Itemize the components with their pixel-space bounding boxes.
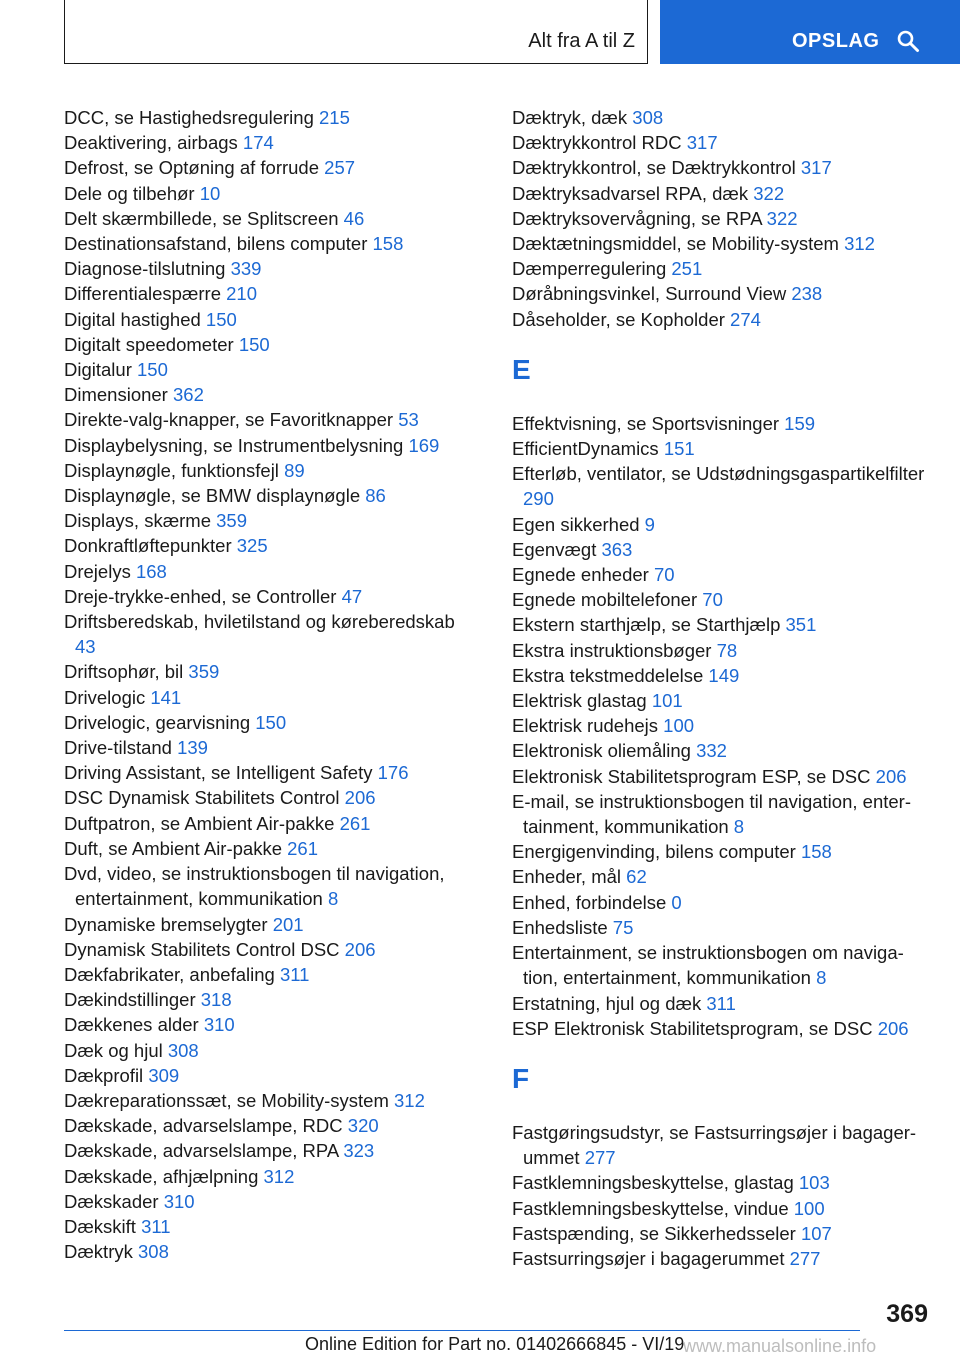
index-entry [512, 155, 932, 180]
index-entry [64, 559, 464, 584]
index-entry-text: Dækreparationssæt, se Mobility-system [64, 1089, 389, 1111]
index-entry [64, 1138, 464, 1163]
page-link[interactable]: 70 [653, 564, 675, 586]
index-entry [64, 382, 464, 407]
index-entry-text: Driving Assistant, se Intelligent Safety [64, 762, 373, 784]
index-entry [512, 105, 932, 130]
index-entry [512, 940, 932, 990]
index-column-right [512, 105, 932, 1271]
index-entry-text: Egnede enheder [512, 564, 649, 586]
index-entry-text: Displaynøgle, se BMW displaynøgle [64, 485, 361, 507]
index-entry [64, 332, 464, 357]
index-entry-text: Dækskift [64, 1215, 136, 1237]
page-link[interactable]: 0 [671, 891, 682, 913]
page-link[interactable]: 323 [343, 1140, 375, 1162]
index-entry [512, 738, 932, 763]
index-entry-text: Displaybelysning, se Instrumentbelysning [64, 434, 404, 456]
index-entry [512, 256, 932, 281]
index-entry [64, 584, 464, 609]
page-link[interactable]: 150 [255, 711, 287, 733]
index-entry [64, 1164, 464, 1189]
index-entry [64, 155, 464, 180]
index-entry-text: Dækskader [64, 1190, 159, 1212]
index-entry [64, 206, 464, 231]
index-entry [64, 760, 464, 785]
page-link[interactable]: 308 [138, 1241, 169, 1263]
index-entry-text: Dæktryk [64, 1241, 133, 1263]
index-entry [64, 937, 464, 962]
page-link[interactable]: 46 [343, 207, 365, 229]
search-button[interactable] [660, 0, 960, 64]
page-link[interactable]: 8 [327, 888, 339, 910]
index-entry-text: Drive-tilstand [64, 737, 172, 759]
page-link[interactable]: 158 [800, 841, 832, 863]
page-link[interactable]: 141 [150, 686, 182, 708]
index-entry [512, 991, 932, 1016]
page-link[interactable]: 351 [785, 614, 817, 636]
page-link[interactable]: 257 [324, 157, 356, 179]
index-entry [512, 890, 932, 915]
page-link[interactable]: 168 [135, 560, 167, 582]
index-entry [512, 688, 932, 713]
index-entry-text: Enhedsliste [512, 916, 608, 938]
page-link[interactable]: 312 [394, 1089, 425, 1111]
index-entry [512, 231, 932, 256]
page-link[interactable]: 107 [800, 1222, 832, 1244]
index-entry-text: Driftsberedskab, hviletilstand og køreberedskab [64, 611, 455, 633]
index-entry [64, 1214, 464, 1239]
index-entry [64, 533, 464, 558]
index-entry [64, 130, 464, 155]
index-entry-text: Dynamisk Stabilitets Control DSC [64, 938, 340, 960]
page-link[interactable]: 318 [200, 989, 232, 1011]
index-entry-text: Døråbningsvinkel, Surround View [512, 283, 787, 305]
page-link[interactable]: 75 [612, 916, 634, 938]
index-entry-text: Dæktryk, dæk [512, 107, 628, 128]
index-entry [64, 1239, 464, 1264]
page-link[interactable]: 201 [272, 913, 304, 935]
index-entry [512, 587, 932, 612]
index-entry-text: Digitalur [64, 359, 132, 381]
index-entry-text: Dæmperregulering [512, 258, 667, 280]
page-link[interactable]: 309 [148, 1064, 180, 1086]
index-entry [64, 912, 464, 937]
page-link[interactable]: 103 [798, 1172, 830, 1194]
page-link[interactable]: 150 [137, 359, 168, 381]
index-entry [512, 839, 932, 864]
page-link[interactable]: 311 [141, 1215, 171, 1237]
page-link[interactable]: 325 [236, 535, 268, 557]
page-link[interactable]: 159 [784, 412, 816, 434]
index-entry-text: Energigenvinding, bilens computer [512, 841, 796, 863]
index-entry [512, 181, 932, 206]
index-entry [64, 1113, 464, 1138]
index-entry [64, 1088, 464, 1113]
page-link[interactable]: 78 [716, 639, 738, 661]
index-entry-text: Elektronisk Stabilitetsprogram ESP, se DSC [512, 765, 871, 787]
index-entry-text: Dæktrykkontrol RDC [512, 132, 682, 154]
index-entry-text: Effektvisning, se Sportsvisninger [512, 412, 780, 434]
index-entry-text: Drejelys [64, 560, 131, 582]
index-entry [64, 710, 464, 735]
page-link[interactable]: 62 [626, 866, 647, 888]
page-link[interactable]: 312 [263, 1165, 295, 1187]
index-group-f [512, 1120, 932, 1271]
index-group-d [512, 105, 932, 332]
index-entry-text: Dvd, video, se instruktionsbogen til navigation, entertainment, kommunikation [64, 863, 445, 910]
index-entry-text: Digitalt speedometer [64, 333, 234, 355]
index-entry [64, 1012, 464, 1037]
page-link[interactable]: 322 [766, 207, 798, 229]
index-entry-text: Egen sikkerhed [512, 513, 640, 535]
index-entry-text: Dæktrykkontrol, se Dæktrykkontrol [512, 157, 796, 179]
footer-edition-text: Online Edition for Part no. 01402666845 - VI/19 [305, 1334, 685, 1354]
page-link[interactable]: 359 [216, 510, 248, 532]
index-entry-text: DCC, se Hastighedsregulering [64, 107, 314, 128]
index-entry [512, 512, 932, 537]
index-entry-text: Dækindstillinger [64, 989, 196, 1011]
page-link[interactable]: 53 [398, 409, 419, 431]
index-entry-text: Ekstra instruktionsbøger [512, 639, 712, 661]
index-entry-text: Dreje-trykke-enhed, se Controller [64, 585, 337, 607]
page-link[interactable]: 8 [733, 816, 745, 838]
index-entry-text: Ekstern starthjælp, se Starthjælp [512, 614, 781, 636]
page-link[interactable]: 9 [644, 513, 655, 535]
index-entry-text: Destinationsafstand, bilens computer [64, 233, 368, 255]
index-entry-text: Erstatning, hjul og dæk [512, 992, 702, 1014]
index-entry [512, 130, 932, 155]
page-link[interactable]: 206 [344, 787, 376, 809]
index-entry-text: Dele og tilbehør [64, 182, 195, 204]
index-entry-text: Dæktryksovervågning, se RPA [512, 207, 762, 229]
page-link[interactable]: 310 [203, 1014, 235, 1036]
index-entry [512, 206, 932, 231]
index-entry [512, 537, 932, 562]
index-entry-text: Donkraftløftepunkter [64, 535, 232, 557]
page-link[interactable]: 139 [177, 737, 208, 759]
index-entry-text: Driftsophør, bil [64, 661, 184, 683]
page-link[interactable]: 210 [226, 283, 257, 305]
page-link[interactable]: 311 [706, 992, 736, 1014]
page-link[interactable]: 174 [242, 132, 274, 154]
page-link[interactable]: 100 [663, 715, 695, 737]
index-entry [64, 811, 464, 836]
index-entry-text: Direkte-valg-knapper, se Favoritknapper [64, 409, 394, 431]
index-entry [64, 1063, 464, 1088]
index-entry [64, 483, 464, 508]
index-entry-text: Diagnose-tilslutning [64, 258, 226, 280]
page-link[interactable]: 149 [708, 664, 740, 686]
page-link[interactable]: 176 [377, 762, 409, 784]
section-title: Alt fra A til Z [528, 30, 635, 52]
index-entry [64, 105, 464, 130]
index-entry-text: Dækskade, advarselslampe, RPA [64, 1140, 339, 1162]
page-link[interactable]: 308 [167, 1039, 199, 1061]
index-entry [64, 685, 464, 710]
index-entry [64, 1038, 464, 1063]
page-link[interactable]: 261 [287, 837, 319, 859]
index-entry [64, 458, 464, 483]
index-entry [512, 1246, 932, 1271]
index-entry [64, 659, 464, 684]
page-link[interactable]: 169 [408, 434, 440, 456]
page-link[interactable]: 158 [372, 233, 404, 255]
index-entry-text: Duft, se Ambient Air-pakke [64, 837, 282, 859]
index-entry [64, 508, 464, 533]
index-entry [512, 1016, 932, 1041]
page-link[interactable]: 277 [789, 1247, 821, 1269]
page-link[interactable]: 206 [877, 1017, 909, 1039]
index-entry [512, 663, 932, 688]
index-entry-text: Dækprofil [64, 1064, 144, 1086]
page-link[interactable]: 261 [339, 812, 371, 834]
footer-divider [64, 1330, 860, 1331]
letter-heading-f: F [512, 1062, 530, 1094]
index-entry [512, 562, 932, 587]
index-entry-text: Efterløb, ventilator, se Udstødningsgaspartikelfilter [512, 463, 925, 485]
page-link[interactable]: 70 [702, 589, 723, 611]
index-entry-text: Enhed, forbindelse [512, 891, 672, 913]
index-entry [64, 433, 464, 458]
index-entry-text: Delt skærmbillede, se Splitscreen [64, 207, 339, 229]
index-entry [64, 836, 464, 861]
index-entry [64, 735, 464, 760]
page-link[interactable]: 363 [601, 538, 633, 560]
page-link[interactable]: 10 [199, 182, 221, 204]
page-link[interactable]: 100 [793, 1197, 825, 1219]
page-link[interactable]: 359 [188, 661, 220, 683]
index-entry [512, 713, 932, 738]
index-entry-text: Dæktætningsmiddel, se Mobility-system [512, 233, 839, 255]
index-entry-text: Elektrisk glastag [512, 690, 647, 712]
index-entry [512, 411, 932, 436]
page-link[interactable]: 43 [75, 636, 96, 658]
page-link[interactable]: 206 [344, 938, 376, 960]
index-entry [512, 638, 932, 663]
index-entry-text: Egnede mobiltelefoner [512, 589, 698, 611]
page-number: 369 [886, 1300, 928, 1328]
index-entry-text: Deaktivering, airbags [64, 132, 238, 154]
index-entry [64, 785, 464, 810]
index-entry [64, 307, 464, 332]
index-entry-text: Elektronisk oliemåling [512, 740, 691, 762]
index-entry-text: Digital hastighed [64, 308, 201, 330]
index-entry [512, 281, 932, 306]
index-entry [64, 231, 464, 256]
page-link[interactable]: 150 [238, 333, 270, 355]
index-entry [512, 612, 932, 637]
page-link[interactable]: 151 [663, 438, 695, 460]
index-entry [512, 307, 932, 332]
header-section-box [64, 0, 648, 64]
page-link[interactable]: 339 [230, 258, 262, 280]
index-entry-text: Displays, skærme [64, 510, 211, 532]
index-entry-text: Dynamiske bremselygter [64, 913, 268, 935]
index-entry [512, 764, 932, 789]
page-link[interactable]: 47 [341, 585, 363, 607]
index-entry-text: Displaynøgle, funktionsfejl [64, 459, 279, 481]
index-entry-text: Dimensioner [64, 384, 168, 406]
index-entry-text: Dækkenes alder [64, 1014, 199, 1036]
index-entry-text: Fastgøringsudstyr, se Fastsurringsøjer i bagagerummet [512, 1121, 917, 1169]
index-entry [64, 861, 464, 911]
index-entry-text: DSC Dynamisk Stabilitets Control [64, 787, 340, 809]
index-entry-text: Enheder, mål [512, 866, 622, 888]
index-entry [64, 609, 464, 659]
index-entry-text: Drivelogic, gearvisning [64, 711, 251, 733]
page-link[interactable]: 89 [284, 459, 305, 481]
index-entry [512, 864, 932, 889]
index-entry-text: Defrost, se Optøning af forrude [64, 157, 320, 179]
index-entry-text: Ekstra tekstmeddelelse [512, 664, 704, 686]
page-link[interactable]: 312 [844, 233, 875, 255]
index-entry [512, 1221, 932, 1246]
page-link[interactable]: 311 [279, 963, 310, 985]
page-link[interactable]: 251 [671, 258, 703, 280]
page-link[interactable]: 308 [632, 107, 664, 128]
index-entry-text: ESP Elektronisk Stabilitetsprogram, se DSC [512, 1017, 873, 1039]
index-entry [64, 357, 464, 382]
index-entry-text: Duftpatron, se Ambient Air-pakke [64, 812, 335, 834]
index-entry [512, 461, 932, 511]
index-entry-text: Entertainment, se instruktionsbogen om navigation, entertainment, kommunikation [512, 942, 904, 989]
page-link[interactable]: 290 [523, 488, 554, 510]
index-entry-text: Dækfabrikater, anbefaling [64, 963, 275, 985]
index-entry [64, 281, 464, 306]
index-entry-text: EfficientDynamics [512, 438, 659, 460]
index-group-e [512, 411, 932, 1041]
index-entry-text: Dæktryksadvarsel RPA, dæk [512, 182, 749, 204]
index-column-left [64, 105, 464, 1264]
page-link[interactable]: 317 [686, 132, 718, 154]
index-entry [64, 256, 464, 281]
index-entry [512, 915, 932, 940]
index-entry-text: Dåseholder, se Kopholder [512, 308, 725, 330]
page-link[interactable]: 320 [347, 1115, 379, 1137]
page-link[interactable]: 310 [163, 1190, 195, 1212]
index-entry-text: Drivelogic [64, 686, 146, 708]
page-link[interactable]: 274 [730, 308, 761, 330]
index-entry-text: Differentialespærre [64, 283, 221, 305]
index-entry [512, 1120, 932, 1170]
search-button-label: OPSLAG [792, 30, 880, 52]
page-link[interactable]: 277 [584, 1147, 616, 1169]
index-entry-text: Fastklemningsbeskyttelse, glastag [512, 1172, 794, 1194]
index-entry-text: Egenvægt [512, 538, 597, 560]
search-icon [896, 29, 920, 53]
index-entry-text: Fastklemningsbeskyttelse, vindue [512, 1197, 789, 1219]
index-entry [512, 1170, 932, 1195]
index-entry [64, 181, 464, 206]
index-entry-text: E-mail, se instruktionsbogen til navigation, entertainment, kommunikation [512, 790, 911, 838]
index-entry [512, 789, 932, 839]
page-link[interactable]: 8 [816, 967, 827, 989]
page-link[interactable]: 215 [319, 107, 350, 128]
page-link[interactable]: 206 [875, 765, 907, 787]
page-link[interactable]: 322 [753, 182, 785, 204]
page-link[interactable]: 332 [696, 740, 727, 762]
index-entry [64, 962, 464, 987]
page-link[interactable]: 362 [173, 384, 204, 406]
index-entry-text: Dæk og hjul [64, 1039, 163, 1061]
index-entry [64, 407, 464, 432]
page-link[interactable]: 101 [651, 690, 683, 712]
index-entry [64, 1189, 464, 1214]
page-link[interactable]: 86 [365, 485, 386, 507]
page-link[interactable]: 238 [791, 283, 823, 305]
index-entry-text: Dækskade, afhjælpning [64, 1165, 259, 1187]
index-entry [512, 1196, 932, 1221]
index-entry-text: Dækskade, advarselslampe, RDC [64, 1115, 343, 1137]
watermark: www.manualsonline.info [683, 1336, 877, 1356]
index-entry-text: Fastsurringsøjer i bagagerummet [512, 1247, 785, 1269]
page-link[interactable]: 150 [205, 308, 237, 330]
index-entry-text: Fastspænding, se Sikkerhedsseler [512, 1222, 796, 1244]
index-entry-text: Elektrisk rudehejs [512, 715, 659, 737]
page-link[interactable]: 317 [800, 157, 832, 179]
letter-heading-e: E [512, 353, 531, 385]
index-entry [512, 436, 932, 461]
index-entry [64, 987, 464, 1012]
